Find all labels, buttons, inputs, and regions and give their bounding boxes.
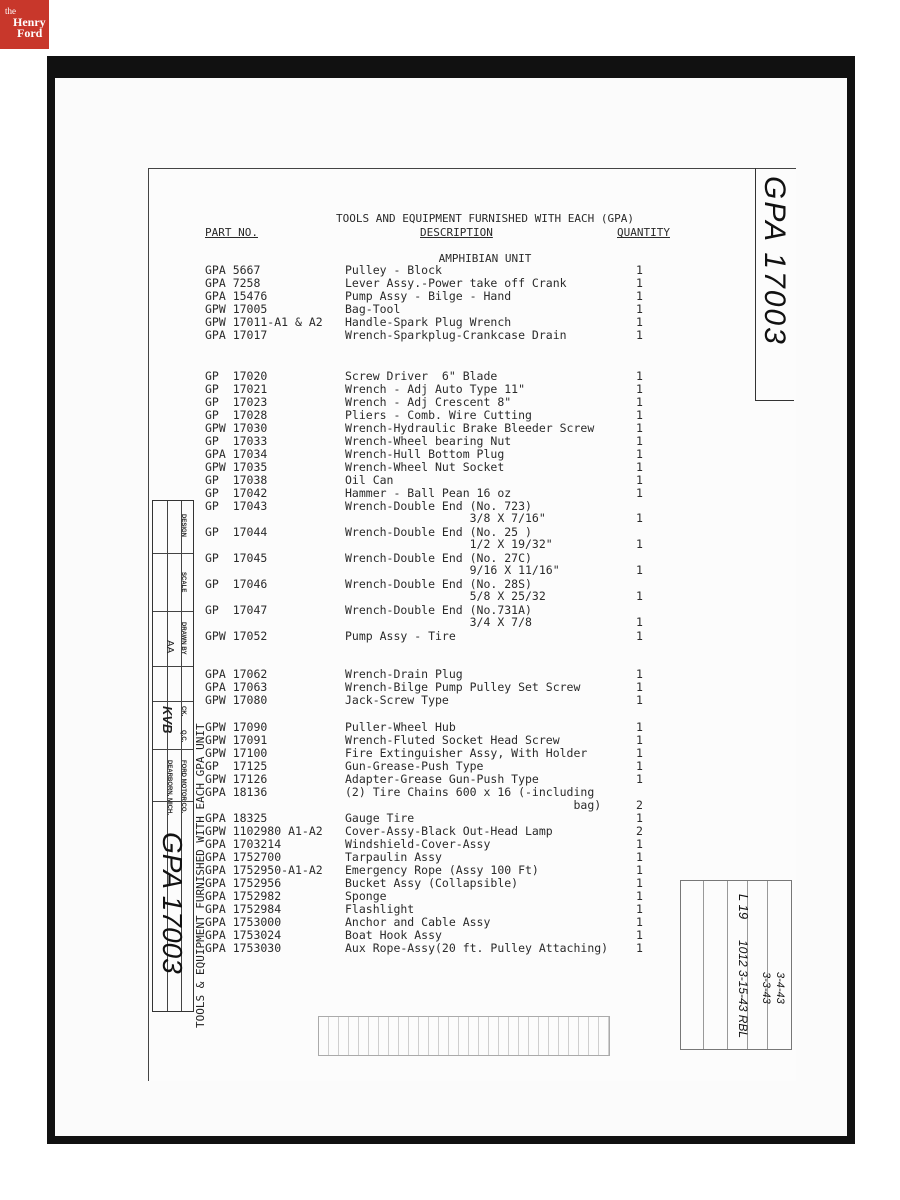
title-block-drawn-initials: AA — [164, 640, 175, 654]
part-quantity: 1 — [636, 289, 643, 303]
part-description: Gauge Tire — [345, 811, 415, 825]
part-description: Jack-Screw Type — [345, 693, 449, 707]
part-number: GPW 17126 — [205, 772, 268, 786]
part-description: Boat Hook Assy — [345, 928, 442, 942]
part-number: GPW 1102980 A1-A2 — [205, 824, 323, 838]
part-description: 3/4 X 7/8 — [345, 615, 532, 629]
part-number: GP 17033 — [205, 434, 268, 448]
part-number: GPW 17005 — [205, 302, 268, 316]
part-description: Oil Can — [345, 473, 394, 487]
part-quantity: 1 — [636, 915, 643, 929]
part-number: GPW 17052 — [205, 629, 268, 643]
table-row — [0, 538, 900, 551]
part-number: GPW 17100 — [205, 746, 268, 760]
part-description: Wrench-Double End (No. 25 ) — [345, 525, 532, 539]
part-quantity: 1 — [636, 889, 643, 903]
part-quantity: 1 — [636, 759, 643, 773]
title-block-checker-initials: KVB — [160, 706, 175, 734]
table-row — [0, 564, 900, 577]
part-quantity: 1 — [636, 629, 643, 643]
part-description: Bag-Tool — [345, 302, 401, 316]
title-block-scale-label: SCALE — [180, 572, 186, 593]
part-number: GP 17125 — [205, 759, 268, 773]
part-number: GPA 1752982 — [205, 889, 282, 903]
part-number: GPW 17091 — [205, 733, 268, 747]
title-block-drawn-label: DRAWN BY — [180, 622, 186, 655]
part-description: Wrench-Bilge Pump Pulley Set Screw — [345, 680, 581, 694]
part-number: GPW 17011-A1 & A2 — [205, 315, 323, 329]
part-quantity: 1 — [636, 876, 643, 890]
part-quantity: 1 — [636, 382, 643, 396]
part-description: Anchor and Cable Assy — [345, 915, 491, 929]
part-quantity: 1 — [636, 772, 643, 786]
part-number: GPA 1703214 — [205, 837, 282, 851]
table-row — [0, 616, 900, 629]
part-quantity: 2 — [636, 824, 643, 838]
part-quantity: 1 — [636, 746, 643, 760]
part-description: Gun-Grease-Push Type — [345, 759, 484, 773]
part-number: GPA 15476 — [205, 289, 268, 303]
part-number: GPA 17063 — [205, 680, 268, 694]
part-description: Windshield-Cover-Assy — [345, 837, 491, 851]
part-description: Adapter-Grease Gun-Push Type — [345, 772, 539, 786]
table-row — [0, 329, 900, 342]
part-number: GP 17044 — [205, 525, 268, 539]
part-number: GPA 7258 — [205, 276, 261, 290]
part-description: Pump Assy - Tire — [345, 629, 456, 643]
part-number: GPA 17034 — [205, 447, 268, 461]
henry-ford-logo: the Henry Ford — [0, 0, 49, 49]
part-quantity: 1 — [636, 395, 643, 409]
part-number: GPW 17080 — [205, 693, 268, 707]
part-number: GPW 17030 — [205, 421, 268, 435]
part-quantity: 1 — [636, 328, 643, 342]
part-description: Pliers - Comb. Wire Cutting — [345, 408, 532, 422]
part-description: Bucket Assy (Collapsible) — [345, 876, 519, 890]
part-quantity: 1 — [636, 902, 643, 916]
part-quantity: 1 — [636, 693, 643, 707]
part-description: 1/2 X 19/32" — [345, 537, 553, 551]
part-description: Aux Rope-Assy(20 ft. Pulley Attaching) — [345, 941, 609, 955]
part-number: GP 17020 — [205, 369, 268, 383]
part-number: GPW 17035 — [205, 460, 268, 474]
part-description: Cover-Assy-Black Out-Head Lamp — [345, 824, 553, 838]
part-description: Wrench-Double End (No. 28S) — [345, 577, 532, 591]
part-description: bag) — [345, 798, 602, 812]
part-quantity: 1 — [636, 302, 643, 316]
part-quantity: 1 — [636, 263, 643, 277]
title-block-design-label: DESIGN — [180, 514, 186, 538]
part-quantity: 1 — [636, 315, 643, 329]
part-description: Wrench-Double End (No.731A) — [345, 603, 532, 617]
part-description: Wrench - Adj Auto Type 11" — [345, 382, 526, 396]
part-number: GPA 1753024 — [205, 928, 282, 942]
part-quantity: 1 — [636, 563, 643, 577]
part-description: Emergency Rope (Assy 100 Ft) — [345, 863, 539, 877]
part-quantity: 1 — [636, 486, 643, 500]
part-number: GP 17021 — [205, 382, 268, 396]
part-quantity: 1 — [636, 615, 643, 629]
part-quantity: 1 — [636, 434, 643, 448]
part-description: Pump Assy - Bilge - Hand — [345, 289, 512, 303]
revision-date-2: 3-4-43 — [774, 972, 786, 1004]
part-quantity: 1 — [636, 589, 643, 603]
part-quantity: 1 — [636, 680, 643, 694]
part-quantity: 1 — [636, 276, 643, 290]
part-description: Sponge — [345, 889, 387, 903]
part-number: GPA 18325 — [205, 811, 268, 825]
part-number: GP 17046 — [205, 577, 268, 591]
part-quantity: 1 — [636, 667, 643, 681]
part-description: Hammer - Ball Pean 16 oz — [345, 486, 512, 500]
part-number: GPA 17062 — [205, 667, 268, 681]
bottom-grid — [318, 1016, 610, 1056]
table-row — [0, 694, 900, 707]
part-number: GPA 18136 — [205, 785, 268, 799]
part-number: GP 17047 — [205, 603, 268, 617]
title-block-ck-label: CK. — [180, 706, 186, 717]
column-header-quantity: QUANTITY — [617, 226, 670, 239]
part-quantity: 1 — [636, 460, 643, 474]
part-description: Pulley - Block — [345, 263, 442, 277]
revision-note-2: 1012 3-15-43 RBL — [736, 940, 750, 1039]
part-quantity: 1 — [636, 473, 643, 487]
revision-note-1: L 19 — [736, 894, 751, 920]
part-number: GPA 1752700 — [205, 850, 282, 864]
part-number: GPA 1753030 — [205, 941, 282, 955]
part-number: GPA 17017 — [205, 328, 268, 342]
part-number: GP 17038 — [205, 473, 268, 487]
table-row — [0, 290, 900, 303]
part-description: 5/8 X 25/32 — [345, 589, 546, 603]
part-description: (2) Tire Chains 600 x 16 (-including — [345, 785, 595, 799]
part-quantity: 1 — [636, 811, 643, 825]
part-number: GP 17028 — [205, 408, 268, 422]
part-description: Wrench-Hull Bottom Plug — [345, 447, 505, 461]
column-header-description: DESCRIPTION — [420, 226, 493, 239]
revision-date-1: 3-3-43 — [760, 972, 772, 1004]
part-description: Wrench-Drain Plug — [345, 667, 463, 681]
part-number: GP 17023 — [205, 395, 268, 409]
part-description: Wrench-Fluted Socket Head Screw — [345, 733, 560, 747]
part-quantity: 1 — [636, 369, 643, 383]
part-quantity: 1 — [636, 720, 643, 734]
part-description: Wrench-Wheel Nut Socket — [345, 460, 505, 474]
part-quantity: 2 — [636, 798, 643, 812]
part-description: Handle-Spark Plug Wrench — [345, 315, 512, 329]
part-description: Lever Assy.-Power take off Crank — [345, 276, 567, 290]
part-number: GPA 1752956 — [205, 876, 282, 890]
table-row — [0, 590, 900, 603]
part-quantity: 1 — [636, 447, 643, 461]
part-description: Wrench-Double End (No. 27C) — [345, 551, 532, 565]
part-number: GPA 1752950-A1-A2 — [205, 863, 323, 877]
title-block-city: DEARBORN, MICH. — [166, 760, 172, 815]
part-number: GPA 1752984 — [205, 902, 282, 916]
part-number: GP 17045 — [205, 551, 268, 565]
title-block-drawing-number: GPA 17003 — [157, 832, 188, 974]
title-block-side-title: TOOLS & EQUIPMENT FURNISHED WITH EACH GPA UNIT — [194, 723, 207, 1028]
title-block-qc-label: Q.C. — [180, 730, 186, 743]
part-description: 9/16 X 11/16" — [345, 563, 560, 577]
table-row — [0, 512, 900, 525]
part-quantity: 1 — [636, 941, 643, 955]
part-quantity: 1 — [636, 537, 643, 551]
title-line-1: TOOLS AND EQUIPMENT FURNISHED WITH EACH (GPA) — [335, 212, 634, 225]
part-description: Wrench - Adj Crescent 8" — [345, 395, 512, 409]
part-description: Fire Extinguisher Assy, With Holder — [345, 746, 588, 760]
part-description: Screw Driver 6" Blade — [345, 369, 498, 383]
part-quantity: 1 — [636, 837, 643, 851]
part-quantity: 1 — [636, 408, 643, 422]
part-number: GPA 1753000 — [205, 915, 282, 929]
part-quantity: 1 — [636, 863, 643, 877]
table-row — [0, 630, 900, 643]
drawing-number-stamp: GPA 17003 — [758, 176, 791, 346]
part-description: Wrench-Wheel bearing Nut — [345, 434, 512, 448]
part-description: Tarpaulin Assy — [345, 850, 442, 864]
title-line-2: AMPHIBIAN UNIT — [438, 252, 532, 265]
table-row — [0, 681, 900, 694]
table-row — [0, 799, 900, 812]
part-description: 3/8 X 7/16" — [345, 511, 546, 525]
part-quantity: 1 — [636, 850, 643, 864]
part-description: Wrench-Double End (No. 723) — [345, 499, 532, 513]
part-description: Puller-Wheel Hub — [345, 720, 456, 734]
table-row — [0, 838, 900, 851]
part-number: GP 17042 — [205, 486, 268, 500]
part-quantity: 1 — [636, 421, 643, 435]
title-block-company: FORD MOTOR CO. — [180, 760, 186, 814]
table-row — [0, 461, 900, 474]
part-description: Wrench-Sparkplug-Crankcase Drain — [345, 328, 567, 342]
part-description: Flashlight — [345, 902, 415, 916]
part-number: GP 17043 — [205, 499, 268, 513]
part-number: GPA 5667 — [205, 263, 261, 277]
part-quantity: 1 — [636, 511, 643, 525]
part-quantity: 1 — [636, 733, 643, 747]
part-number: GPW 17090 — [205, 720, 268, 734]
part-quantity: 1 — [636, 928, 643, 942]
column-header-part: PART NO. — [205, 226, 258, 239]
part-description: Wrench-Hydraulic Brake Bleeder Screw — [345, 421, 595, 435]
